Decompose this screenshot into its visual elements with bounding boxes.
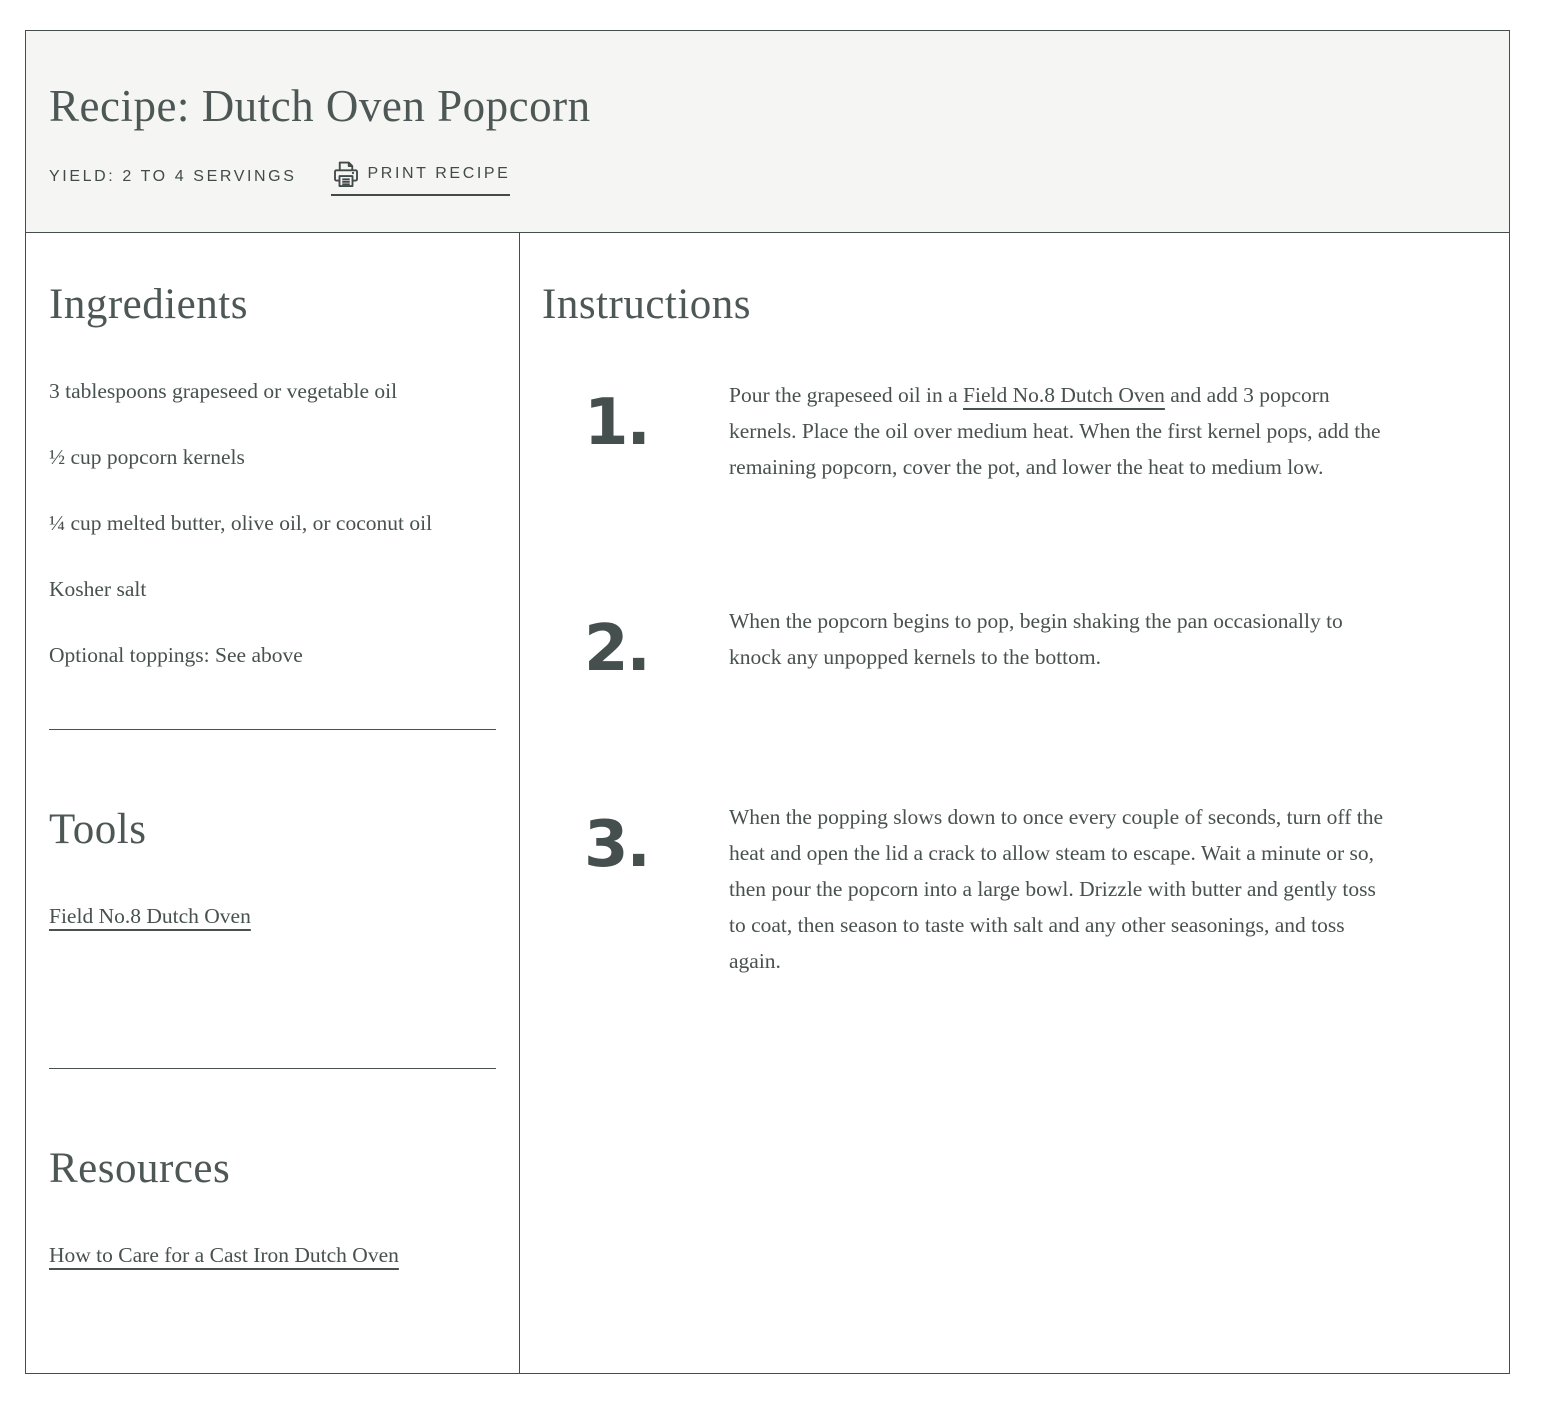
print-recipe-label: PRINT RECIPE bbox=[367, 164, 511, 182]
step-1-text-before: Pour the grapeseed oil in a bbox=[729, 382, 964, 407]
step-text-3: When the popping slows down to once every couple of seconds, turn off the heat and open the lid a crack to allow steam to escape. Wait a minute or so, then pour the popcorn into a large bowl. Drizzle with butter and gently toss to coat, then season to taste with salt and any other seasonings, and toss again. bbox=[729, 804, 1384, 973]
sidebar-divider bbox=[49, 729, 496, 730]
recipe-body bbox=[26, 233, 1509, 1373]
ingredient-item: ½ cup popcorn kernels bbox=[49, 444, 245, 469]
page-title: Recipe: Dutch Oven Popcorn bbox=[49, 81, 591, 131]
ingredients-heading: Ingredients bbox=[49, 280, 248, 328]
recipe-meta-row bbox=[49, 159, 1469, 196]
step-1-text-after: and add 3 popcorn kernels. Place the oil over medium heat. When the first kernel pops, add the remaining popcorn, cover the pot, and lower the heat to medium low. bbox=[729, 382, 1381, 479]
instruction-step-2 bbox=[542, 603, 1439, 686]
instruction-step-1 bbox=[542, 377, 1439, 485]
ingredient-item: 3 tablespoons grapeseed or vegetable oil bbox=[49, 378, 398, 403]
tools-section bbox=[49, 804, 496, 934]
step-number-2: 2. bbox=[584, 611, 649, 686]
tools-heading: Tools bbox=[49, 805, 147, 853]
ingredient-item: Optional toppings: See above bbox=[49, 642, 303, 667]
resources-section bbox=[49, 1143, 496, 1273]
ingredient-item: ¼ cup melted butter, olive oil, or coconut oil bbox=[49, 510, 433, 535]
instructions-heading: Instructions bbox=[542, 280, 752, 328]
instruction-steps-list bbox=[542, 377, 1439, 979]
ingredient-item: Kosher salt bbox=[49, 576, 147, 601]
step-number-3: 3. bbox=[584, 807, 649, 882]
ingredients-section bbox=[49, 279, 496, 673]
resources-heading: Resources bbox=[49, 1144, 231, 1192]
recipe-card bbox=[25, 30, 1510, 1374]
sidebar-divider bbox=[49, 1068, 496, 1069]
printer-icon bbox=[331, 159, 361, 189]
print-recipe-button[interactable] bbox=[331, 159, 511, 196]
instructions-panel bbox=[520, 233, 1509, 1373]
tools-link-field-no8-dutch-oven[interactable]: Field No.8 Dutch Oven bbox=[49, 903, 251, 928]
step-number-1: 1. bbox=[584, 385, 649, 460]
instruction-step-3 bbox=[542, 799, 1439, 979]
step-1-link-field-no8-dutch-oven[interactable]: Field No.8 Dutch Oven bbox=[963, 382, 1165, 407]
recipe-sidebar bbox=[26, 233, 520, 1373]
step-text-2: When the popcorn begins to pop, begin shaking the pan occasionally to knock any unpopped kernels to the bottom. bbox=[729, 608, 1343, 669]
recipe-header bbox=[26, 31, 1509, 233]
yield-label: YIELD: 2 TO 4 SERVINGS bbox=[49, 168, 297, 186]
resources-link-row bbox=[49, 1237, 496, 1273]
step-text-1 bbox=[729, 377, 1385, 485]
resources-link-care-cast-iron-dutch-oven[interactable]: How to Care for a Cast Iron Dutch Oven bbox=[49, 1242, 399, 1267]
tools-link-row bbox=[49, 898, 496, 934]
